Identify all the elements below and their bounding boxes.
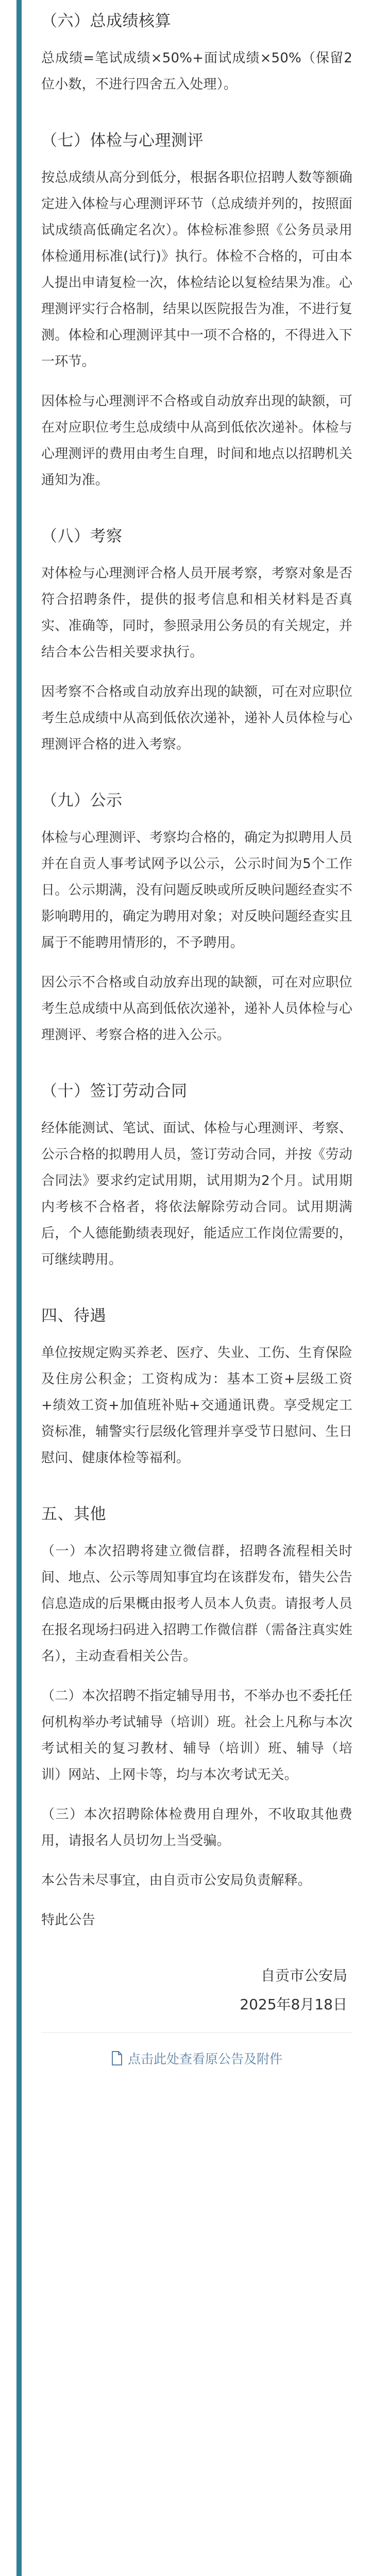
section-physical-test <box>41 126 352 494</box>
section-heading-inspection: （八）考察 <box>41 527 123 546</box>
paragraph-publicity-1: 体检与心理测评、考察均合格的，确定为拟聘用人员并在自贡人事考试网予以公示，公示时间为5个工作日。公示期满，没有问题反映或所反映问题经查实不影响聘用的，确定为聘用对象；对反映问题经查实且属于不能聘用情形的，不予聘用。 <box>41 830 352 951</box>
paragraph-inspection-1: 对体检与心理测评合格人员开展考察，考察对象是否符合招聘条件，提供的报考信息和相关材料是否真实、准确等，同时，参照录用公务员的有关规定，并结合本公告相关要求执行。 <box>41 566 352 660</box>
section-contract <box>41 1076 352 1273</box>
signature-organization: 自贡市公安局 <box>260 1967 347 1984</box>
paragraph-others-4: 本公告未尽事宜，由自贡市公安局负责解释。 <box>41 1873 312 1888</box>
paragraph-others-2: （二）本次招聘不指定辅导用书，不举办也不委托任何机构举办考试辅导（培训）班。社会上凡称与本次考试相关的复习教材、辅导（培训）班、辅导（培训）网站、上网卡等，均与本次考试无关。 <box>41 1688 352 1783</box>
paragraph-others-1: （一）本次招聘将建立微信群，招聘各流程相关时间、地点、公示等周知事宜均在该群发布，错失公告信息造成的后果概由报考人员本人负责。请报考人员在报名现场扫码进入招聘工作微信群（需备注真实姓名），主动查看相关公告。 <box>41 1544 352 1664</box>
left-accent-rail <box>16 0 22 2576</box>
section-publicity <box>41 786 352 1048</box>
paragraph-others-5: 特此公告 <box>41 1912 95 1928</box>
signature-date: 2025年8月18日 <box>240 1996 347 2013</box>
paragraph-physical-test-2: 因体检与心理测评不合格或自动放弃出现的缺额，可在对应职位考生总成绩中从高到低依次递补。体检与心理测评的费用由考生自理，时间和地点以招聘机关通知为准。 <box>41 394 352 488</box>
paragraph-benefits: 单位按规定购买养老、医疗、失业、工伤、生育保险及住房公积金；工资构成为：基本工资+层级工资+绩效工资+加值班补贴+交通通讯费。享受规定工资标准，辅警实行层级化管理并享受节日慰问、生日慰问、健康体检等福利。 <box>41 1345 352 1466</box>
closing-signature <box>41 1961 352 2019</box>
paragraph-total-score: 总成绩=笔试成绩×50%+面试成绩×50%（保留2位小数，不进行四舍五入处理）。 <box>41 50 352 92</box>
section-benefits <box>41 1301 352 1471</box>
paragraph-others-3: （三）本次招聘除体检费用自理外，不收取其他费用，请报名人员切勿上当受骗。 <box>41 1807 352 1849</box>
section-heading-others: 五、其他 <box>41 1505 106 1523</box>
section-heading-publicity: （九）公示 <box>41 791 123 810</box>
section-heading-total-score: （六）总成绩核算 <box>41 12 171 30</box>
document-icon <box>111 2051 123 2065</box>
paragraph-physical-test-1: 按总成绩从高分到低分，根据各职位招聘人数等额确定进入体检与心理测评环节（总成绩并列的，按照面试成绩高低确定名次）。体检标准参照《公务员录用体检通用标准(试行)》执行。体检不合格的，可由本人提出申请复检一次，体检结论以复检结果为准。心理测评实行合格制，结果以医院报告为准，不进行复测。体检和心理测评其中一项不合格的，不得进入下一环节。 <box>41 170 352 369</box>
section-heading-contract: （十）签订劳动合同 <box>41 1082 188 1100</box>
bottom-spacer <box>41 2074 352 2092</box>
paragraph-contract: 经体能测试、笔试、面试、体检与心理测评、考察、公示合格的拟聘用人员，签订劳动合同，并按《劳动合同法》要求约定试用期，试用期为2个月。试用期内考核不合格者，将依法解除劳动合同。试用期满后，个人德能勤绩表现好，能适应工作岗位需要的，可继续聘用。 <box>41 1121 352 1267</box>
source-link-label[interactable]: 点击此处查看原公告及附件 <box>127 2052 282 2066</box>
section-others <box>41 1499 352 1934</box>
paragraph-inspection-2: 因考察不合格或自动放弃出现的缺额，可在对应职位考生总成绩中从高到低依次递补，递补人员体检与心理测评合格的进入考察。 <box>41 684 352 752</box>
section-inspection <box>41 521 352 758</box>
section-total-score <box>41 6 352 98</box>
article-content <box>41 6 352 2092</box>
source-link-row[interactable] <box>41 2032 352 2074</box>
section-heading-benefits: 四、待遇 <box>41 1307 106 1325</box>
section-heading-physical-test: （七）体检与心理测评 <box>41 131 204 150</box>
paragraph-publicity-2: 因公示不合格或自动放弃出现的缺额，可在对应职位考生总成绩中从高到低依次递补，递补人员体检与心理测评、考察合格的进入公示。 <box>41 975 352 1043</box>
